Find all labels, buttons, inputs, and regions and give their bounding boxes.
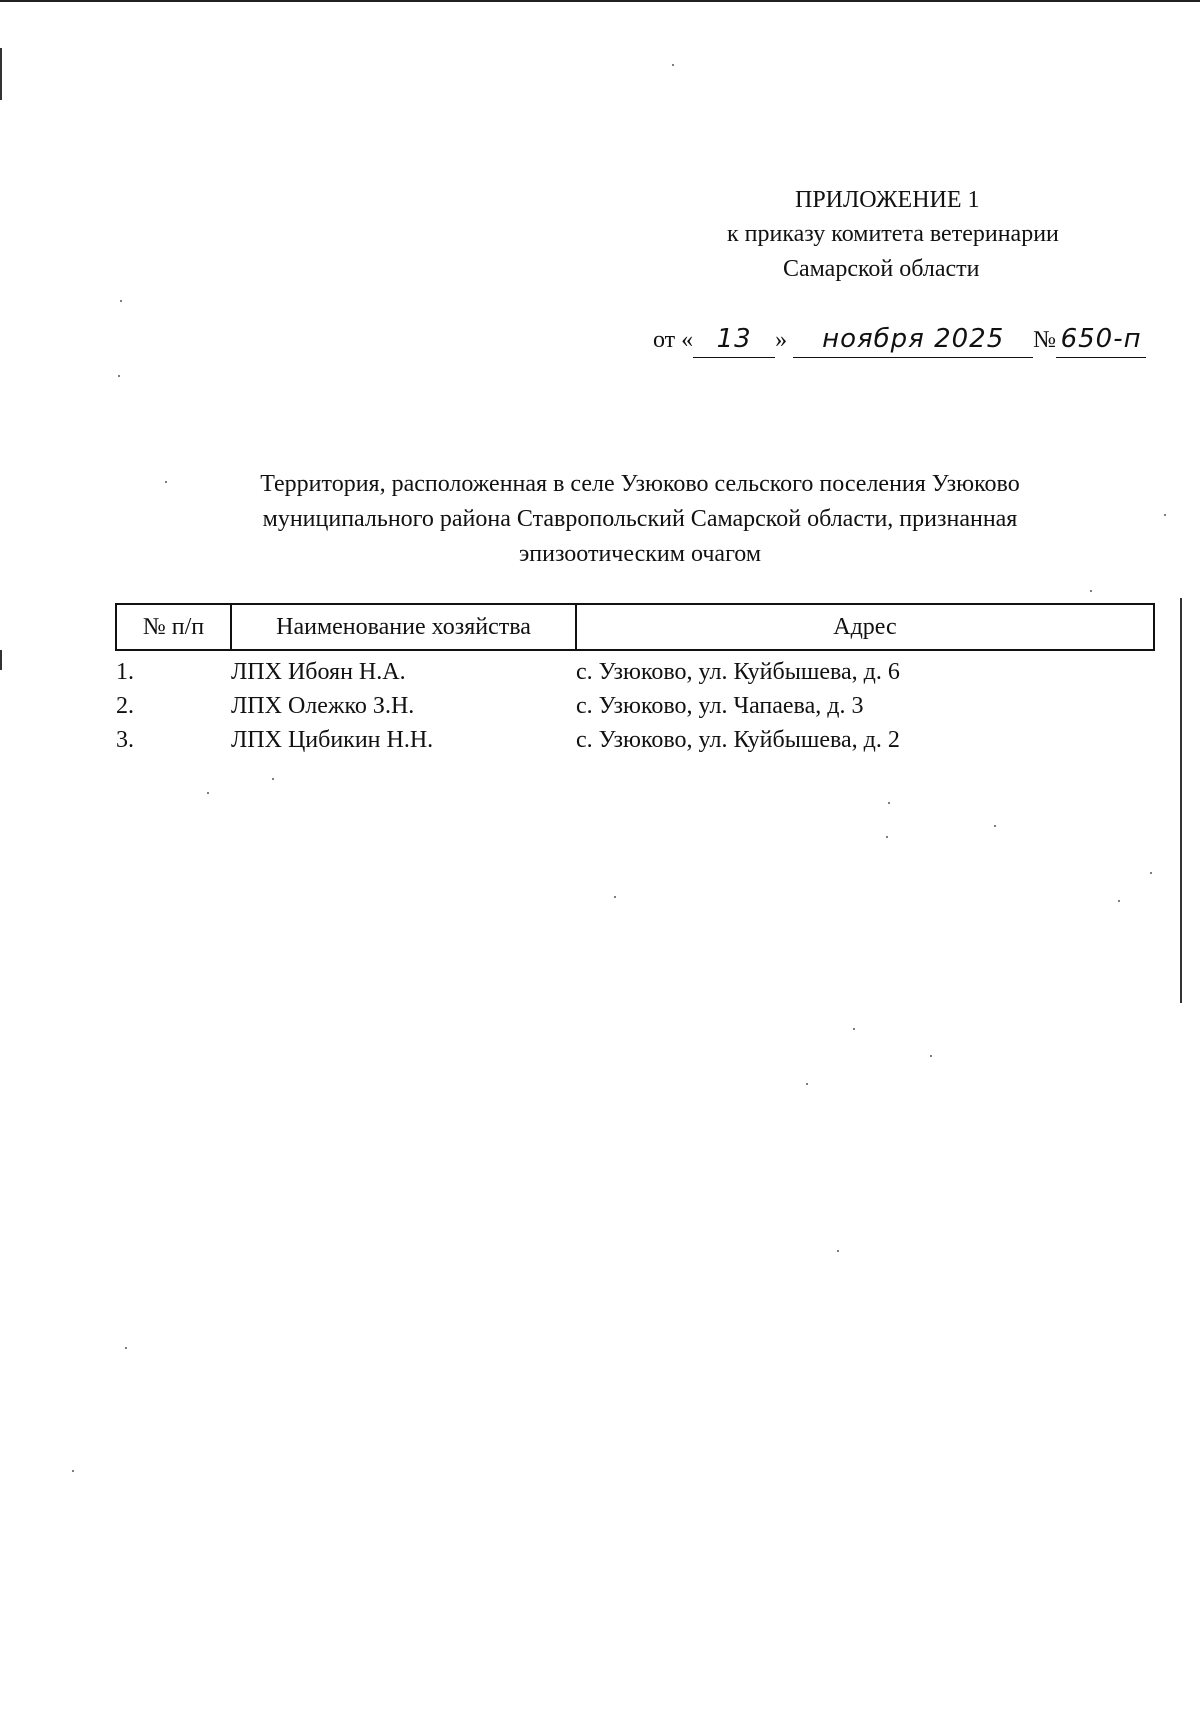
scan-speck xyxy=(1150,872,1152,874)
date-day-field xyxy=(693,322,775,358)
order-date-line xyxy=(653,322,1146,358)
household-name: ЛПХ Ибоян Н.А. xyxy=(231,659,406,685)
household-name: ЛПХ Олежко З.Н. xyxy=(231,693,415,719)
scan-speck xyxy=(837,1250,839,1252)
document-heading xyxy=(160,467,1120,572)
scan-speck xyxy=(125,1347,127,1349)
scan-left-edge-mark xyxy=(0,650,2,670)
scan-right-edge-mark xyxy=(1180,598,1182,1003)
table-row xyxy=(116,650,1154,689)
row-number: 1. xyxy=(116,659,134,685)
scan-speck xyxy=(272,778,274,780)
scan-speck xyxy=(207,792,209,794)
row-number: 3. xyxy=(116,727,134,753)
household-name: ЛПХ Цибикин Н.Н. xyxy=(231,727,434,753)
date-quote-close: » xyxy=(775,327,788,353)
household-address: с. Узюково, ул. Куйбышева, д. 6 xyxy=(576,659,900,685)
scan-left-edge-mark xyxy=(0,48,2,100)
annex-title: ПРИЛОЖЕНИЕ 1 xyxy=(795,187,980,213)
heading-line: Территория, расположенная в селе Узюково сельского поселения Узюково xyxy=(260,471,1020,497)
scan-top-edge xyxy=(0,0,1200,2)
scan-speck xyxy=(120,300,122,302)
scan-speck xyxy=(994,825,996,827)
scan-speck xyxy=(930,1055,932,1057)
scan-speck xyxy=(1118,900,1120,902)
scan-speck xyxy=(888,802,890,804)
scan-speck xyxy=(853,1028,855,1030)
annex-reference-line: к приказу комитета ветеринарии xyxy=(727,221,1059,247)
scan-speck xyxy=(1090,590,1092,592)
heading-line: эпизоотическим очагом xyxy=(518,541,762,567)
scan-speck xyxy=(614,896,616,898)
handwritten-month-year: ноября 2025 xyxy=(822,324,1005,354)
order-number-sign: № xyxy=(1033,327,1057,353)
scan-speck xyxy=(672,64,674,66)
handwritten-order-number: 650-п xyxy=(1060,324,1142,354)
heading-line: муниципального района Ставропольский Самарской области, признанная xyxy=(262,506,1018,532)
column-header-number: № п/п xyxy=(116,604,231,650)
table-row xyxy=(116,723,1154,757)
household-address: с. Узюково, ул. Чапаева, д. 3 xyxy=(576,693,864,719)
scan-speck xyxy=(72,1470,74,1472)
household-address: с. Узюково, ул. Куйбышева, д. 2 xyxy=(576,727,900,753)
scan-speck xyxy=(886,836,888,838)
scan-speck xyxy=(118,375,120,377)
date-prefix: от « xyxy=(653,327,694,353)
households-table xyxy=(115,603,1155,757)
scan-speck xyxy=(1164,514,1166,516)
table-row xyxy=(116,689,1154,723)
row-number: 2. xyxy=(116,693,134,719)
date-month-year-field xyxy=(793,322,1033,358)
column-header-address: Адрес xyxy=(576,604,1154,650)
order-number-field xyxy=(1056,322,1146,358)
scan-speck xyxy=(806,1083,808,1085)
annex-authority-line: Самарской области xyxy=(783,256,980,282)
column-header-household: Наименование хозяйства xyxy=(231,604,576,650)
handwritten-day: 13 xyxy=(716,324,752,354)
table-header-row xyxy=(116,604,1154,650)
